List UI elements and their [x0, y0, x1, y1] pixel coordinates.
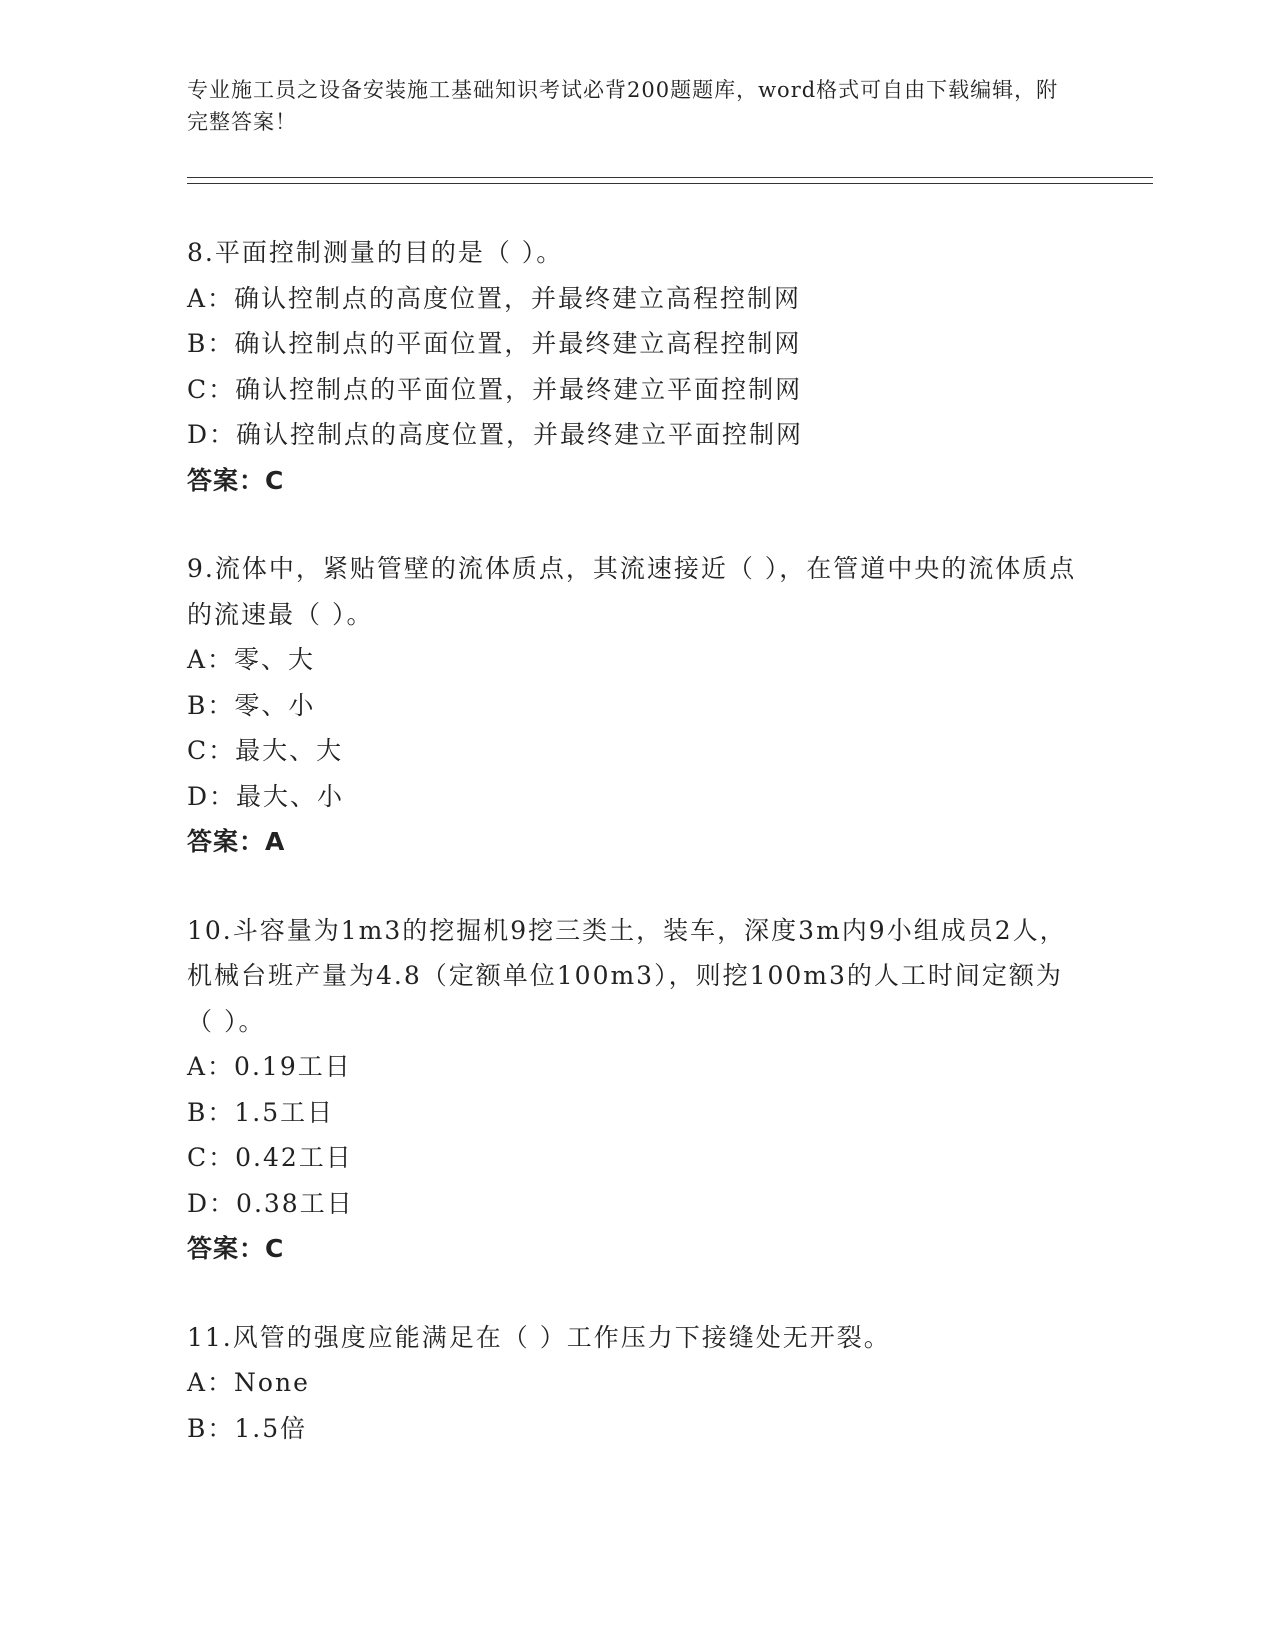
option-a: A：确认控制点的高度位置，并最终建立高程控制网 [187, 283, 802, 313]
question-stem: 8.平面控制测量的目的是（ ）。 [187, 238, 564, 267]
question-10 [187, 908, 1087, 1272]
question-list [187, 230, 1087, 1494]
option-b: B：1.5工日 [187, 1097, 335, 1127]
option-b: B：确认控制点的平面位置，并最终建立高程控制网 [187, 329, 802, 358]
answer-line: 答案：C [187, 465, 285, 495]
header-divider-top [187, 177, 1153, 178]
option-a: A：None [187, 1368, 310, 1397]
question-9 [187, 546, 1087, 865]
option-b: B：零、小 [187, 690, 316, 720]
question-stem: 10.斗容量为1m3的挖掘机9挖三类土，装车，深度3m内9小组成员2人，机械台班产量为4.8（定额单位100m3），则挖100m3的人工时间定额为（ ）。 [187, 915, 1067, 1036]
question-8 [187, 230, 1087, 503]
option-c: C：0.42工日 [187, 1143, 353, 1172]
option-d: D：0.38工日 [187, 1188, 354, 1218]
option-c: C：最大、大 [187, 736, 344, 765]
question-stem: 9.流体中，紧贴管壁的流体质点，其流速接近（ ），在管道中央的流体质点的流速最（ ）。 [187, 554, 1077, 629]
option-d: D：确认控制点的高度位置，并最终建立平面控制网 [187, 420, 804, 449]
option-c: C：确认控制点的平面位置，并最终建立平面控制网 [187, 374, 803, 404]
answer-line: 答案：A [187, 827, 286, 856]
option-a: A：零、大 [187, 645, 316, 674]
answer-line: 答案：C [187, 1234, 285, 1263]
option-d: D：最大、小 [187, 781, 345, 811]
document-header: 专业施工员之设备安装施工基础知识考试必背200题题库，word格式可自由下载编辑，附完整答案！ [187, 78, 1059, 134]
option-b: B：1.5倍 [187, 1413, 308, 1443]
header-divider-bottom [187, 183, 1153, 184]
question-11 [187, 1315, 1087, 1452]
question-stem: 11.风管的强度应能满足在（ ）工作压力下接缝处无开裂。 [187, 1322, 891, 1352]
option-a: A：0.19工日 [187, 1052, 352, 1081]
